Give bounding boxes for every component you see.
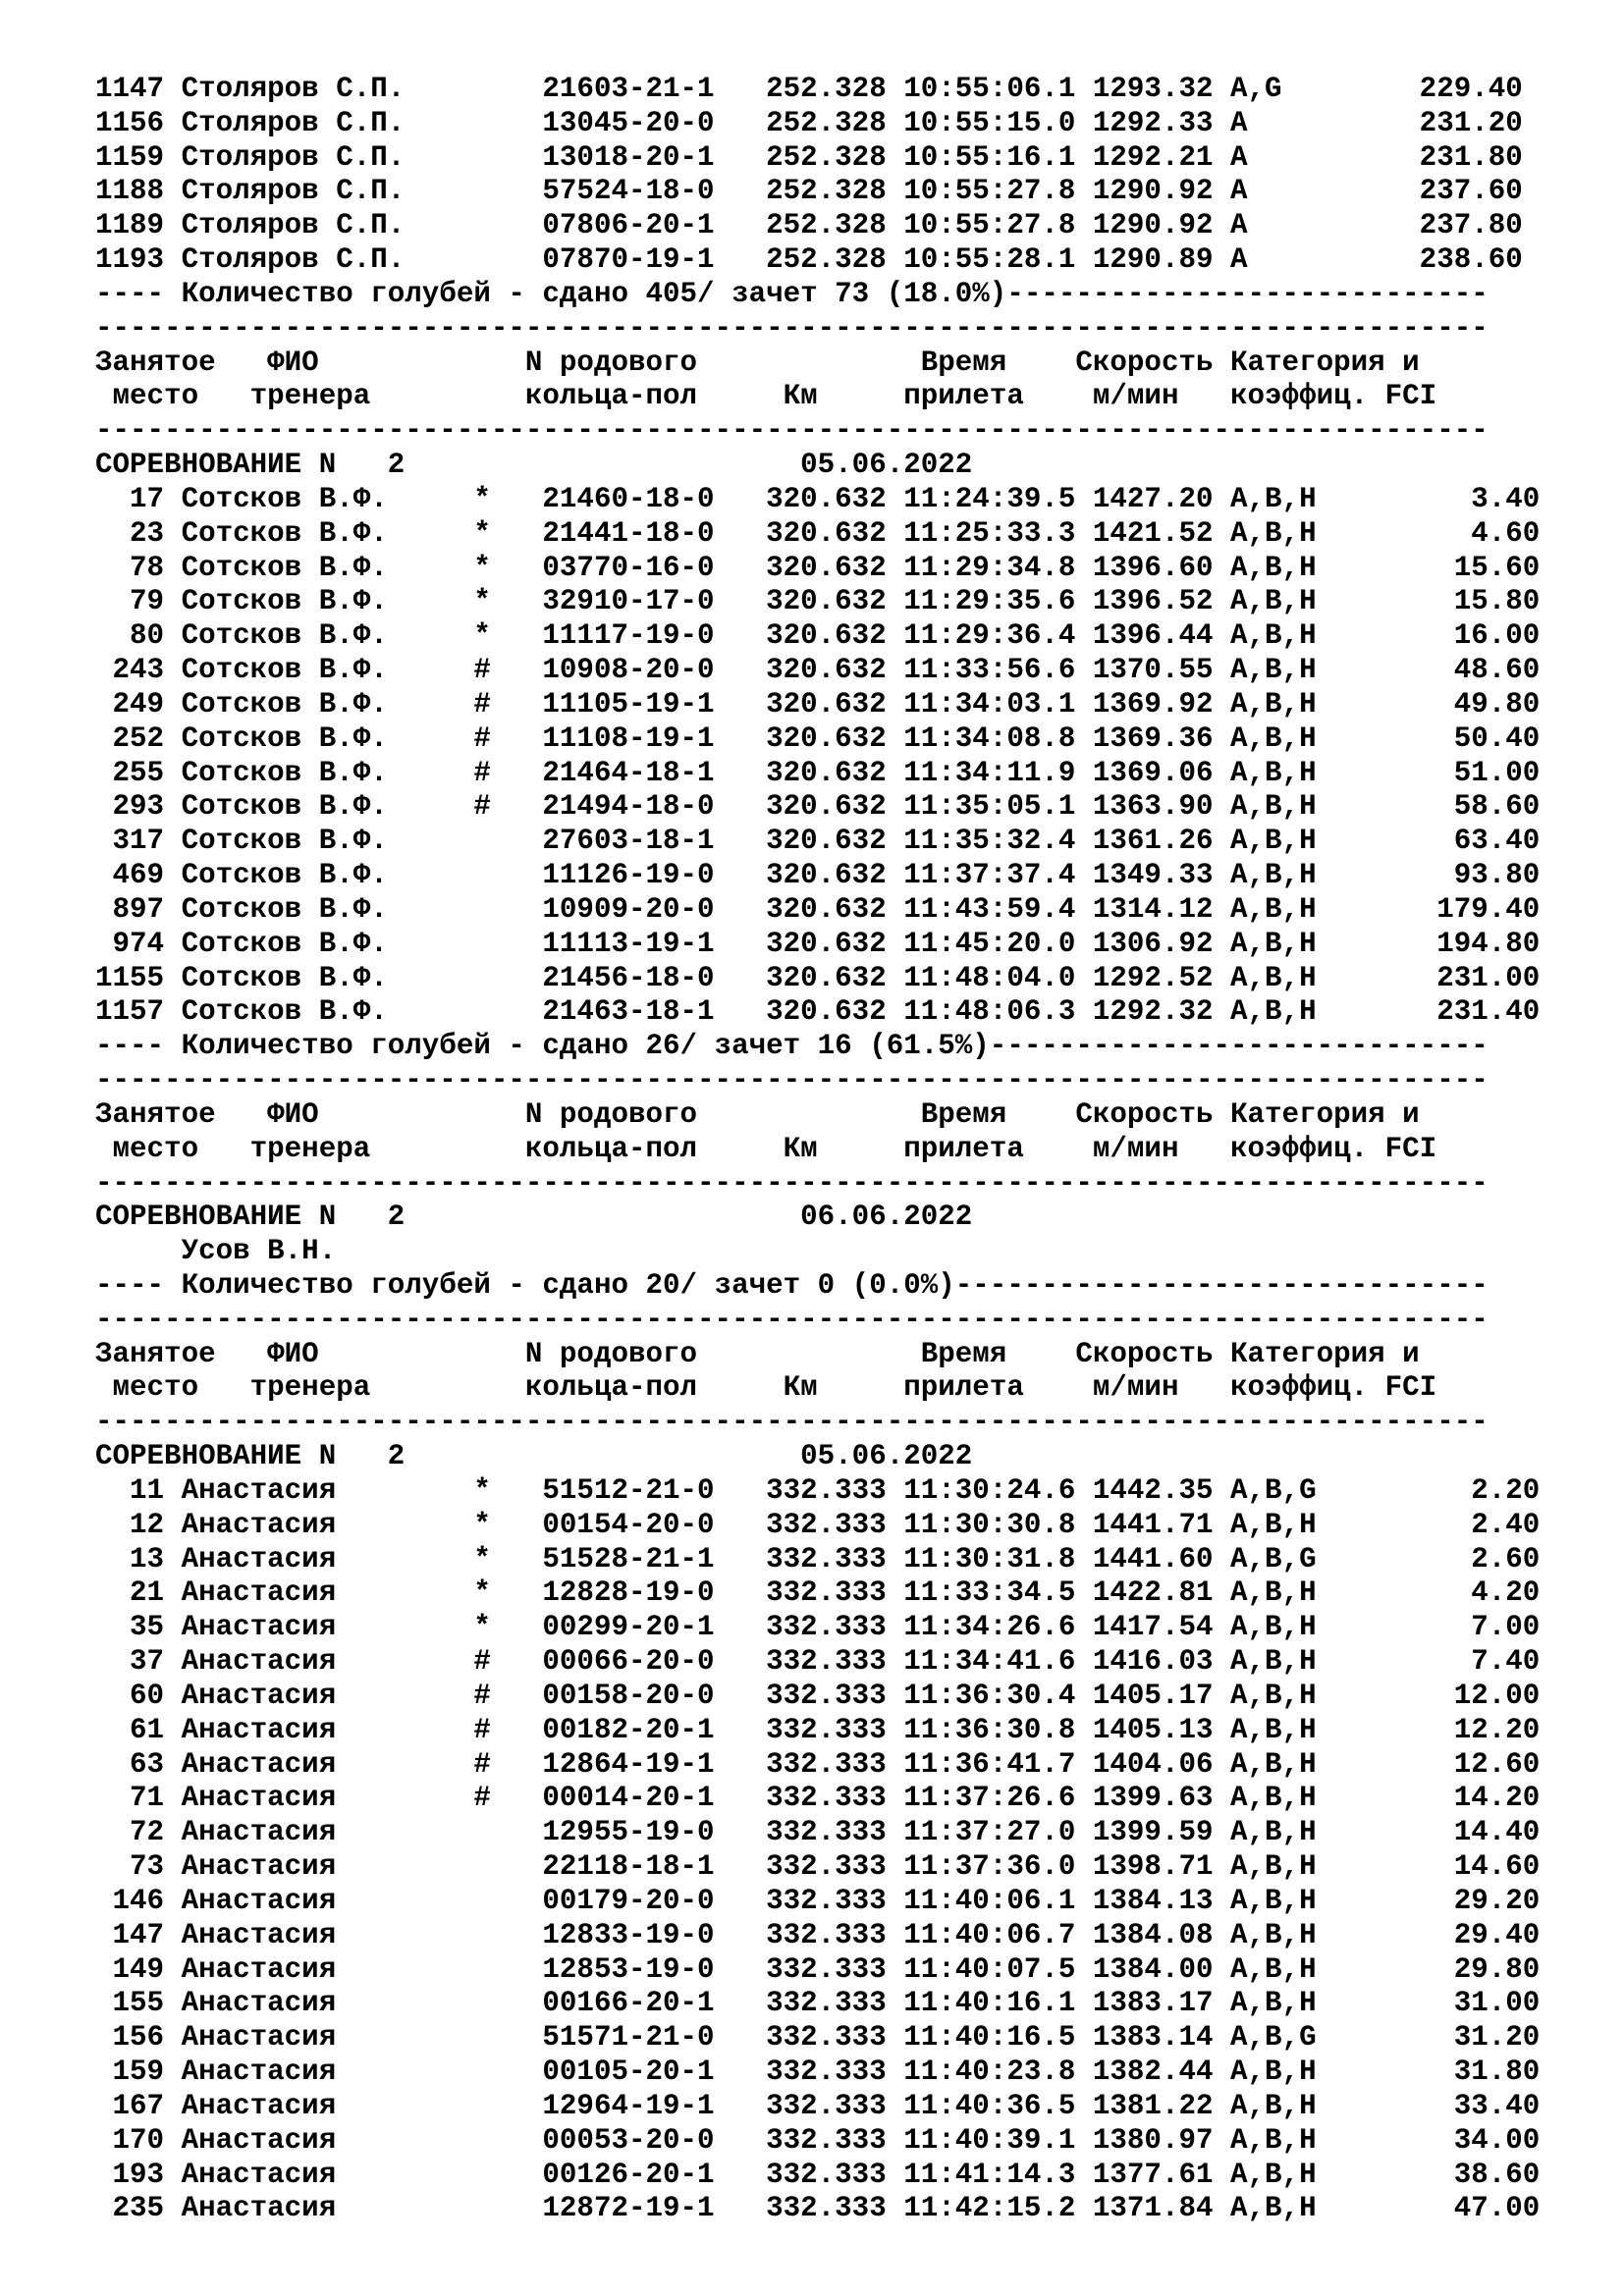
result-row: 73 Анастасия 22118-18-1 332.333 11:37:36.0 1398.71 A,B,H 14.60 [95, 1850, 1541, 1884]
result-row: 1188 Столяров С.П. 57524-18-0 252.328 10:55:27.8 1290.92 A 237.60 [95, 175, 1523, 208]
result-row: 155 Анастасия 00166-20-1 332.333 11:40:16.1 1383.17 A,B,H 31.00 [95, 1987, 1541, 2020]
column-header-line-1: Занятое ФИО N родового Время Скорость Категория и [95, 1097, 1420, 1131]
result-row: 317 Сотсков В.Ф. 27603-18-1 320.632 11:35:32.4 1361.26 A,B,H 63.40 [95, 825, 1541, 858]
result-row: 170 Анастасия 00053-20-0 332.333 11:40:39.1 1380.97 A,B,H 34.00 [95, 2123, 1541, 2157]
result-row: 193 Анастасия 00126-20-1 332.333 11:41:14.3 1377.61 A,B,H 38.60 [95, 2158, 1541, 2191]
result-row: 469 Сотсков В.Ф. 11126-19-0 320.632 11:37:37.4 1349.33 A,B,H 93.80 [95, 859, 1541, 892]
result-row: 243 Сотсков В.Ф. # 10908-20-0 320.632 11:33:56.6 1370.55 A,B,H 48.60 [95, 654, 1541, 687]
result-row: 78 Сотсков В.Ф. * 03770-16-0 320.632 11:29:34.8 1396.60 A,B,H 15.60 [95, 551, 1541, 584]
result-row: 897 Сотсков В.Ф. 10909-20-0 320.632 11:43:59.4 1314.12 A,B,H 179.40 [95, 892, 1541, 926]
separator-line: --------------------------------------------------------------------------------- [95, 414, 1489, 448]
result-row: 17 Сотсков В.Ф. * 21460-18-0 320.632 11:24:39.5 1427.20 A,B,H 3.40 [95, 482, 1541, 515]
result-row: 974 Сотсков В.Ф. 11113-19-1 320.632 11:45:20.0 1306.92 A,B,H 194.80 [95, 927, 1541, 960]
result-row: 146 Анастасия 00179-20-0 332.333 11:40:06.1 1384.13 A,B,H 29.20 [95, 1884, 1541, 1917]
result-row: 80 Сотсков В.Ф. * 11117-19-0 320.632 11:29:36.4 1396.44 A,B,H 16.00 [95, 619, 1541, 653]
result-row: 71 Анастасия # 00014-20-1 332.333 11:37:26.6 1399.63 A,B,H 14.20 [95, 1782, 1541, 1815]
result-row: 11 Анастасия * 51512-21-0 332.333 11:30:24.6 1442.35 A,B,G 2.20 [95, 1473, 1541, 1507]
competition-heading: СОРЕВНОВАНИЕ N 2 05.06.2022 [95, 1440, 973, 1473]
column-header-line-2: место тренера кольца-пол Км прилета м/мин коэффиц. FCI [95, 380, 1437, 413]
competition-heading: СОРЕВНОВАНИЕ N 2 05.06.2022 [95, 449, 973, 482]
column-header-line-1: Занятое ФИО N родового Время Скорость Категория и [95, 1337, 1420, 1370]
pigeon-count-summary: ---- Количество голубей - сдано 405/ зачет 73 (18.0%)---------------------------- [95, 277, 1489, 310]
separator-line: --------------------------------------------------------------------------------- [95, 1303, 1489, 1336]
result-row: 159 Анастасия 00105-20-1 332.333 11:40:23.8 1382.44 A,B,H 31.80 [95, 2056, 1541, 2089]
result-row: 1147 Столяров С.П. 21603-21-1 252.328 10:55:06.1 1293.32 A,G 229.40 [95, 73, 1523, 105]
pigeon-count-summary: ---- Количество голубей - сдано 26/ зачет 16 (61.5%)----------------------------- [95, 1030, 1489, 1063]
result-row: 13 Анастасия * 51528-21-1 332.333 11:30:31.8 1441.60 A,B,G 2.60 [95, 1542, 1541, 1575]
result-row: 1189 Столяров С.П. 07806-20-1 252.328 10:55:27.8 1290.92 A 237.80 [95, 209, 1523, 242]
pigeon-count-summary: ---- Количество голубей - сдано 20/ зачет 0 (0.0%)------------------------------- [95, 1268, 1489, 1302]
competition-heading: СОРЕВНОВАНИЕ N 2 06.06.2022 [95, 1201, 973, 1234]
separator-line: --------------------------------------------------------------------------------- [95, 1166, 1489, 1200]
result-row: 255 Сотсков В.Ф. # 21464-18-1 320.632 11:34:11.9 1369.06 A,B,H 51.00 [95, 756, 1541, 789]
result-row: 149 Анастасия 12853-19-0 332.333 11:40:07.5 1384.00 A,B,H 29.80 [95, 1952, 1541, 1986]
result-row: 293 Сотсков В.Ф. # 21494-18-0 320.632 11:35:05.1 1363.90 A,B,H 58.60 [95, 790, 1541, 824]
result-row: 167 Анастасия 12964-19-1 332.333 11:40:36.5 1381.22 A,B,H 33.40 [95, 2089, 1541, 2122]
result-row: 72 Анастасия 12955-19-0 332.333 11:37:27.0 1399.59 A,B,H 14.40 [95, 1816, 1541, 1849]
result-row: 1157 Сотсков В.Ф. 21463-18-1 320.632 11:48:06.3 1292.32 A,B,H 231.40 [95, 995, 1541, 1029]
result-row: 63 Анастасия # 12864-19-1 332.333 11:36:41.7 1404.06 A,B,H 12.60 [95, 1747, 1541, 1781]
result-row: 37 Анастасия # 00066-20-0 332.333 11:34:41.6 1416.03 A,B,H 7.40 [95, 1645, 1541, 1679]
result-row: 252 Сотсков В.Ф. # 11108-19-1 320.632 11:34:08.8 1369.36 A,B,H 50.40 [95, 721, 1541, 755]
separator-line: --------------------------------------------------------------------------------- [95, 1064, 1489, 1097]
result-row: 147 Анастасия 12833-19-0 332.333 11:40:06.7 1384.08 A,B,H 29.40 [95, 1918, 1541, 1951]
result-row: 1159 Столяров С.П. 13018-20-1 252.328 10:55:16.1 1292.21 A 231.80 [95, 140, 1523, 174]
result-row: 156 Анастасия 51571-21-0 332.333 11:40:16.5 1383.14 A,B,G 31.20 [95, 2021, 1541, 2055]
result-row: 249 Сотсков В.Ф. # 11105-19-1 320.632 11:34:03.1 1369.92 A,B,H 49.80 [95, 687, 1541, 721]
result-row: 235 Анастасия 12872-19-1 332.333 11:42:15.2 1371.84 A,B,H 47.00 [95, 2192, 1541, 2225]
column-header-line-2: место тренера кольца-пол Км прилета м/мин коэффиц. FCI [95, 1132, 1437, 1165]
result-row: 21 Анастасия * 12828-19-0 332.333 11:33:34.5 1422.81 A,B,H 4.20 [95, 1576, 1541, 1610]
result-row: 61 Анастасия # 00182-20-1 332.333 11:36:30.8 1405.13 A,B,H 12.20 [95, 1713, 1541, 1746]
separator-line: --------------------------------------------------------------------------------- [95, 1406, 1489, 1439]
trainer-name-line: Усов В.Н. [95, 1235, 337, 1268]
result-row: 12 Анастасия * 00154-20-0 332.333 11:30:30.8 1441.71 A,B,H 2.40 [95, 1508, 1541, 1541]
result-row: 1155 Сотсков В.Ф. 21456-18-0 320.632 11:48:04.0 1292.52 A,B,H 231.00 [95, 961, 1541, 994]
result-row: 1156 Столяров С.П. 13045-20-0 252.328 10:55:15.0 1292.33 A 231.20 [95, 106, 1523, 139]
column-header-line-2: место тренера кольца-пол Км прилета м/мин коэффиц. FCI [95, 1371, 1437, 1405]
result-row: 79 Сотсков В.Ф. * 32910-17-0 320.632 11:29:35.6 1396.52 A,B,H 15.80 [95, 585, 1541, 618]
result-row: 23 Сотсков В.Ф. * 21441-18-0 320.632 11:25:33.3 1421.52 A,B,H 4.60 [95, 516, 1541, 550]
separator-line: --------------------------------------------------------------------------------- [95, 311, 1489, 345]
result-row: 60 Анастасия # 00158-20-0 332.333 11:36:30.4 1405.17 A,B,H 12.00 [95, 1679, 1541, 1712]
results-document [95, 73, 1540, 2226]
column-header-line-1: Занятое ФИО N родового Время Скорость Категория и [95, 346, 1420, 379]
result-row: 35 Анастасия * 00299-20-1 332.333 11:34:26.6 1417.54 A,B,H 7.00 [95, 1611, 1541, 1644]
result-row: 1193 Столяров С.П. 07870-19-1 252.328 10:55:28.1 1290.89 A 238.60 [95, 243, 1523, 277]
